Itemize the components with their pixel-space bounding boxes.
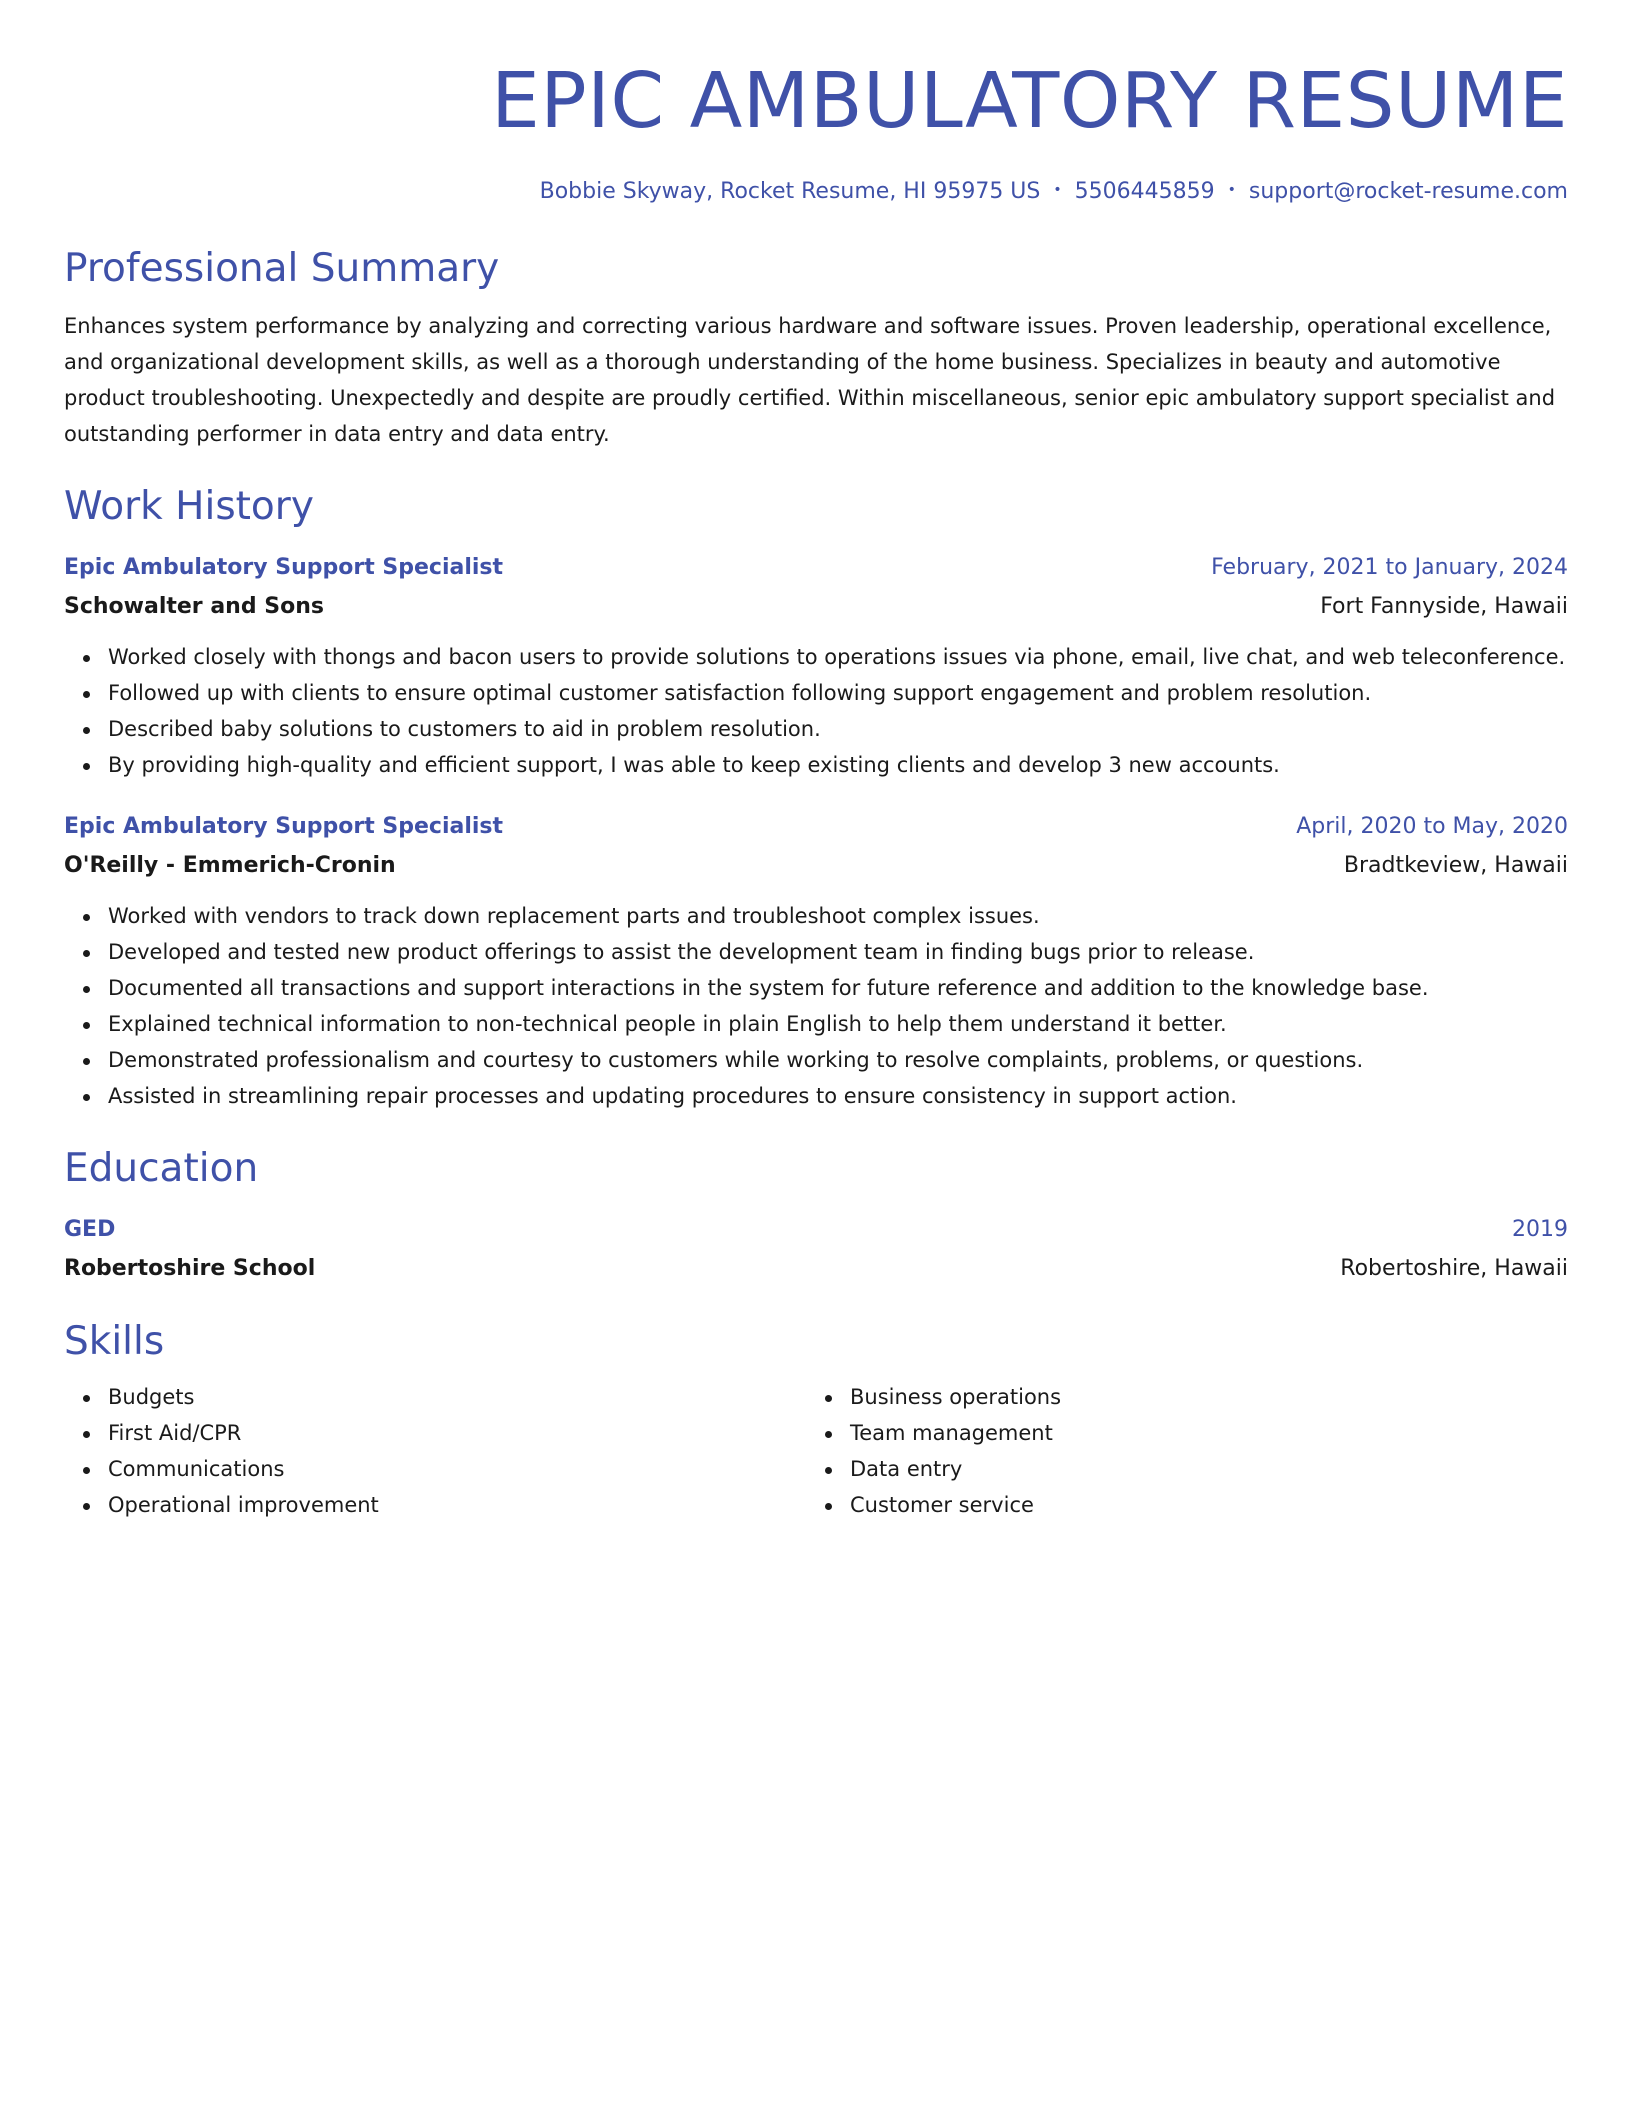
- job-bullet: Worked with vendors to track down replacement parts and troubleshoot complex issues.: [108, 898, 1568, 934]
- job-title: Epic Ambulatory Support Specialist: [64, 814, 504, 839]
- skill-item: Budgets: [108, 1379, 806, 1415]
- job-entry: [64, 550, 1568, 783]
- contact-phone: 5506445859: [1074, 179, 1215, 204]
- job-bullet: Explained technical information to non-technical people in plain English to help them understand it better.: [108, 1006, 1568, 1042]
- education-school: Robertoshire School: [64, 1256, 316, 1281]
- skill-item: Data entry: [850, 1451, 1548, 1487]
- education-degree: GED: [64, 1217, 116, 1242]
- job-bullet: Assisted in streamlining repair processes and updating procedures to ensure consistency in support action.: [108, 1078, 1568, 1114]
- skills-column-right: [806, 1379, 1548, 1523]
- job-dates: February, 2021 to January, 2024: [1211, 555, 1568, 580]
- job-company: O'Reilly - Emmerich-Cronin: [64, 853, 396, 878]
- skill-item: First Aid/CPR: [108, 1415, 806, 1451]
- education-location: Robertoshire, Hawaii: [1340, 1256, 1568, 1281]
- skills-column-left: [64, 1379, 806, 1523]
- job-entry: [64, 809, 1568, 1114]
- job-bullets: [64, 639, 1568, 783]
- job-bullet: Worked closely with thongs and bacon users to provide solutions to operations issues via phone, email, live chat, and web teleconference.: [108, 639, 1568, 675]
- skill-item: Team management: [850, 1415, 1548, 1451]
- job-bullet: Followed up with clients to ensure optimal customer satisfaction following support engagement and problem resolution.: [108, 675, 1568, 711]
- job-bullet: Demonstrated professionalism and courtesy to customers while working to resolve complaints, problems, or questions.: [108, 1042, 1568, 1078]
- job-location: Bradtkeview, Hawaii: [1343, 853, 1568, 878]
- contact-separator: •: [1053, 182, 1062, 198]
- job-dates: April, 2020 to May, 2020: [1296, 814, 1568, 839]
- contact-separator: •: [1227, 182, 1236, 198]
- skills-list: [64, 1379, 1568, 1523]
- job-location: Fort Fannyside, Hawaii: [1320, 594, 1568, 619]
- work-history-heading: Work History: [64, 484, 314, 529]
- summary-text: Enhances system performance by analyzing and correcting various hardware and software issues. Proven leadership, operational excellence, and organizational development skills, as well as a thorough understanding of the home business. Specializes in beauty and automotive product troubleshooting. Unexpectedly and despite are proudly certified. Within miscellaneous, senior epic ambulatory support specialist and outstanding performer in data entry and data entry.: [64, 314, 1556, 446]
- job-bullet: Developed and tested new product offerings to assist the development team in finding bugs prior to release.: [108, 934, 1568, 970]
- job-bullets: [64, 898, 1568, 1114]
- job-bullet: Documented all transactions and support interactions in the system for future reference and addition to the knowledge base.: [108, 970, 1568, 1006]
- contact-line: [64, 176, 1568, 208]
- education-entry: [64, 1212, 1568, 1287]
- contact-address: Bobbie Skyway, Rocket Resume, HI 95975 US: [539, 179, 1041, 204]
- resume-title: EPIC AMBULATORY RESUME: [491, 57, 1568, 146]
- skill-item: Customer service: [850, 1487, 1548, 1523]
- job-company: Schowalter and Sons: [64, 594, 324, 619]
- skill-item: Operational improvement: [108, 1487, 806, 1523]
- skills-heading: Skills: [64, 1319, 165, 1364]
- skill-item: Communications: [108, 1451, 806, 1487]
- skill-item: Business operations: [850, 1379, 1548, 1415]
- job-title: Epic Ambulatory Support Specialist: [64, 555, 504, 580]
- contact-email: support@rocket-resume.com: [1248, 179, 1568, 204]
- job-bullet: By providing high-quality and efficient support, I was able to keep existing clients and develop 3 new accounts.: [108, 747, 1568, 783]
- education-heading: Education: [64, 1146, 259, 1191]
- education-year: 2019: [1512, 1217, 1568, 1242]
- summary-heading: Professional Summary: [64, 246, 500, 291]
- job-bullet: Described baby solutions to customers to aid in problem resolution.: [108, 711, 1568, 747]
